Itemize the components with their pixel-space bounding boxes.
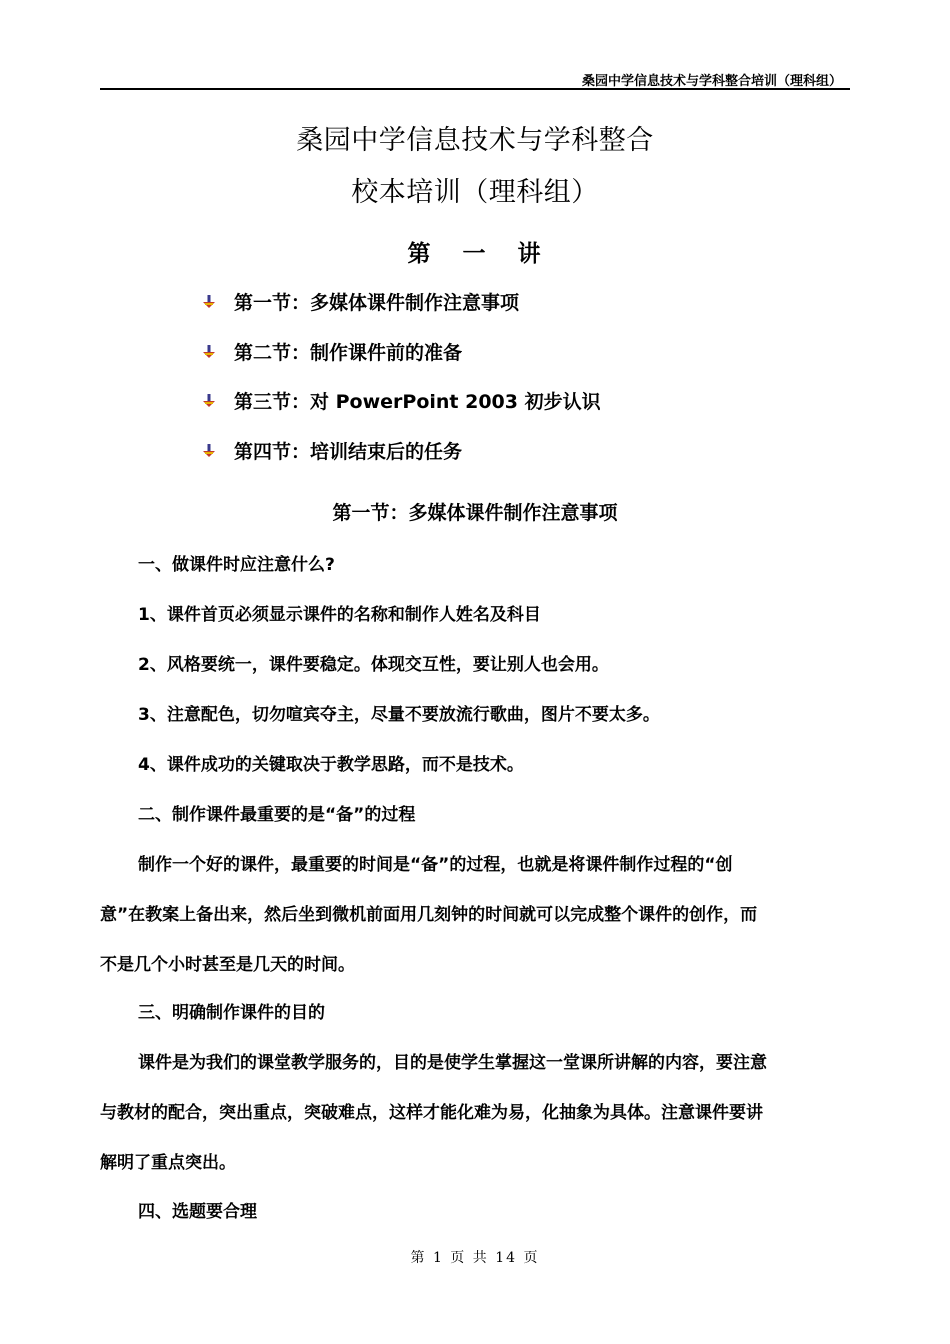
subheading: 一、做课件时应注意什么?: [138, 555, 335, 575]
toc-item: [200, 437, 462, 464]
paragraph-line: 解明了重点突出。: [100, 1153, 236, 1173]
section-heading: 第一节：多媒体课件制作注意事项: [332, 502, 618, 524]
toc-item-label: 第三节：对 PowerPoint 2003 初步认识: [234, 391, 601, 413]
paragraph: 3、注意配色，切勿喧宾夺主，尽量不要放流行歌曲，图片不要太多。: [138, 705, 660, 725]
bullet-icon: [200, 294, 218, 310]
toc-item-label: 第二节：制作课件前的准备: [234, 342, 463, 364]
lecture-heading: 第 一 讲: [407, 241, 553, 267]
page-footer: 第 1 页 共 14 页: [410, 1250, 540, 1266]
paragraph: 4、课件成功的关键取决于教学思路，而不是技术。: [138, 755, 524, 775]
paragraph: 2、风格要统一，课件要稳定。体现交互性，要让别人也会用。: [138, 655, 609, 675]
toc-item-label: 第一节：多媒体课件制作注意事项: [234, 292, 520, 314]
toc-item-label: 第四节：培训结束后的任务: [234, 441, 463, 463]
bullet-icon: [200, 443, 218, 459]
paragraph-line: 制作一个好的课件，最重要的时间是“备”的过程，也就是将课件制作过程的“创: [138, 855, 733, 875]
bullet-icon: [200, 344, 218, 360]
document-title-line1: 桑园中学信息技术与学科整合: [296, 125, 654, 156]
paragraph-line: 意”在教案上备出来，然后坐到微机前面用几刻钟的时间就可以完成整个课件的创作，而: [100, 905, 758, 925]
paragraph: 1、课件首页必须显示课件的名称和制作人姓名及科目: [138, 605, 541, 625]
document-title-line2: 校本培训（理科组）: [351, 177, 599, 208]
bullet-icon: [200, 393, 218, 409]
paragraph-line: 不是几个小时甚至是几天的时间。: [100, 955, 355, 975]
paragraph-line: 与教材的配合，突出重点，突破难点，这样才能化难为易，化抽象为具体。注意课件要讲: [100, 1103, 763, 1123]
subheading: 三、明确制作课件的目的: [138, 1003, 325, 1023]
subheading: 四、选题要合理: [138, 1202, 257, 1222]
paragraph-line: 课件是为我们的课堂教学服务的，目的是使学生掌握这一堂课所讲解的内容，要注意: [138, 1053, 767, 1073]
subheading: 二、制作课件最重要的是“备”的过程: [138, 805, 416, 825]
header-divider: [100, 88, 850, 90]
header-text: 桑园中学信息技术与学科整合培训（理科组）: [581, 74, 842, 89]
toc-item: [200, 288, 519, 315]
toc-item: [200, 338, 462, 365]
toc-item: [200, 387, 601, 414]
